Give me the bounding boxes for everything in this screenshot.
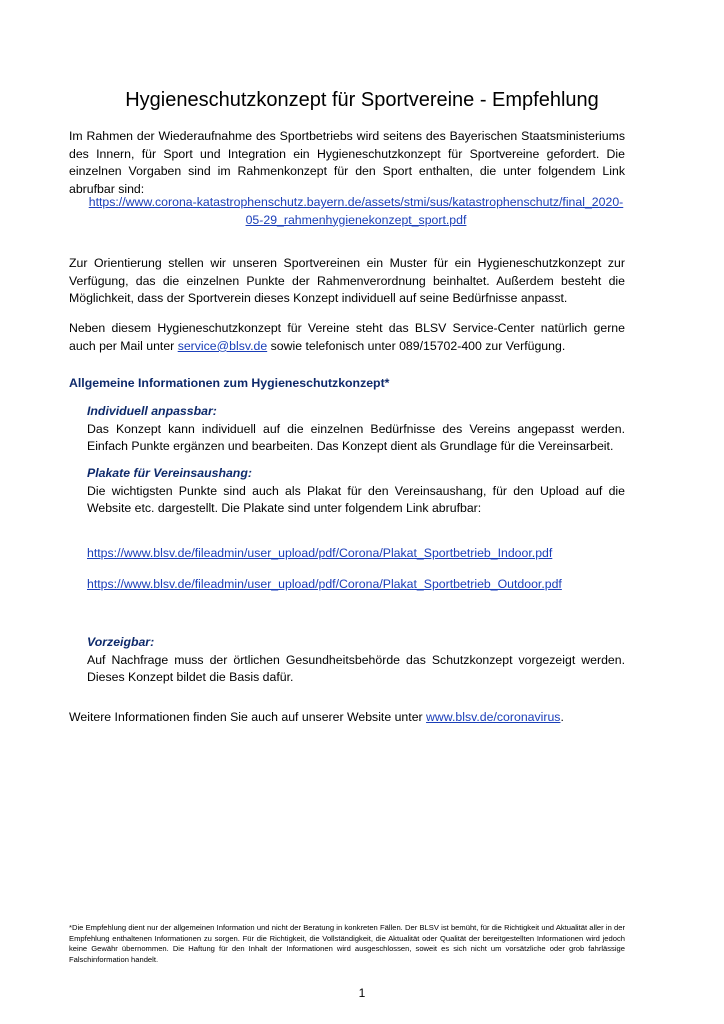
posters-text: Die wichtigsten Punkte sind auch als Plakat für den Vereinsaushang, für den Upload auf die Website etc. dargestellt. Die Plakate sind unter folgendem Link abrufbar: [87,483,625,516]
page-number: 1 [358,986,366,1000]
contact-paragraph [69,320,625,355]
rahmenkonzept-link-paragraph [86,194,626,229]
contact-text-before: Neben diesem Hygieneschutzkonzept für Vereine steht das BLSV Service-Center natürlich gerne auch per Mail unter [69,321,625,353]
poster-outdoor-link-paragraph [87,576,562,593]
individual-section [87,403,625,456]
presentable-section [87,634,625,687]
posters-section [87,465,625,518]
contact-text-after: sowie telefonisch unter 089/15702-400 zur Verfügung. [267,338,566,353]
further-info-text-before: Weitere Informationen finden Sie auch auf unserer Website unter [69,710,427,724]
presentable-text: Auf Nachfrage muss der örtlichen Gesundheitsbehörde das Schutzkonzept vorgezeigt werden. Dieses Konzept bildet die Basis dafür. [87,652,625,685]
service-email-link[interactable]: service@blsv.de [177,338,268,353]
coronavirus-website-link[interactable]: www.blsv.de/coronavirus [426,710,561,724]
individual-text: Das Konzept kann individuell auf die einzelnen Bedürfnisse des Vereins angepasst werden. Einfach Punkte ergänzen und bearbeiten. Das Konzept dient als Grundlage für die Vereinsarbeit. [87,421,625,454]
poster-indoor-link-paragraph [87,545,552,562]
individual-heading: Individuell anpassbar: [87,404,217,418]
posters-heading: Plakate für Vereinsaushang: [87,466,252,480]
footnote-divider [69,915,219,916]
poster-indoor-link[interactable]: https://www.blsv.de/fileadmin/user_upload/pdf/Corona/Plakat_Sportbetrieb_Indoor.pdf [87,546,553,560]
page-title: Hygieneschutzkonzept für Sportvereine - Empfehlung [125,89,599,111]
further-info-paragraph [69,709,625,727]
general-info-heading: Allgemeine Informationen zum Hygieneschutzkonzept* [69,376,390,390]
intro-paragraph: Im Rahmen der Wiederaufnahme des Sportbetriebs wird seitens des Bayerischen Staatsministeriums des Innern, für Sport und Integration ein Hygieneschutzkonzept für Sportvereine gefordert. Die einzelnen Vorgaben sind im Rahmenkonzept für den Sport enthalten, die unter folgendem Link abrufbar sind: [69,129,625,197]
presentable-heading: Vorzeigbar: [87,635,155,649]
poster-outdoor-link[interactable]: https://www.blsv.de/fileadmin/user_upload/pdf/Corona/Plakat_Sportbetrieb_Outdoor.pdf [87,577,562,591]
further-info-text-after: . [560,710,564,724]
footnote-disclaimer: *Die Empfehlung dient nur der allgemeinen Information und nicht der Beratung in konkreten Fällen. Der BLSV ist bemüht, für die Richtigkeit und Aktualität aller in der Empfehlung enthaltenen Informationen zu sorgen. Für die Richtigkeit, die Vollständigkeit, die Aktualität oder Qualität der bereitgestellten Informationen wird jedoch keine Gewähr übernommen. Die Haftung für den Inhalt der Informationen wird ausgeschlossen, soweit es sich nicht um vorsätzliche oder grob fahrlässige Falschinformation handelt. [69,923,625,964]
orientation-paragraph: Zur Orientierung stellen wir unseren Sportvereinen ein Muster für ein Hygieneschutzkonzept zur Verfügung, das die einzelnen Punkte der Rahmenverordnung beinhaltet. Außerdem besteht die Möglichkeit, dass der Sportverein dieses Konzept individuell auf seine Bedürfnisse anpasst. [69,256,625,306]
rahmenkonzept-link[interactable]: https://www.corona-katastrophenschutz.bayern.de/assets/stmi/sus/katastrophenschutz/final_2020-05-29_rahmenhygienekonzept_sport.pdf [88,195,624,227]
